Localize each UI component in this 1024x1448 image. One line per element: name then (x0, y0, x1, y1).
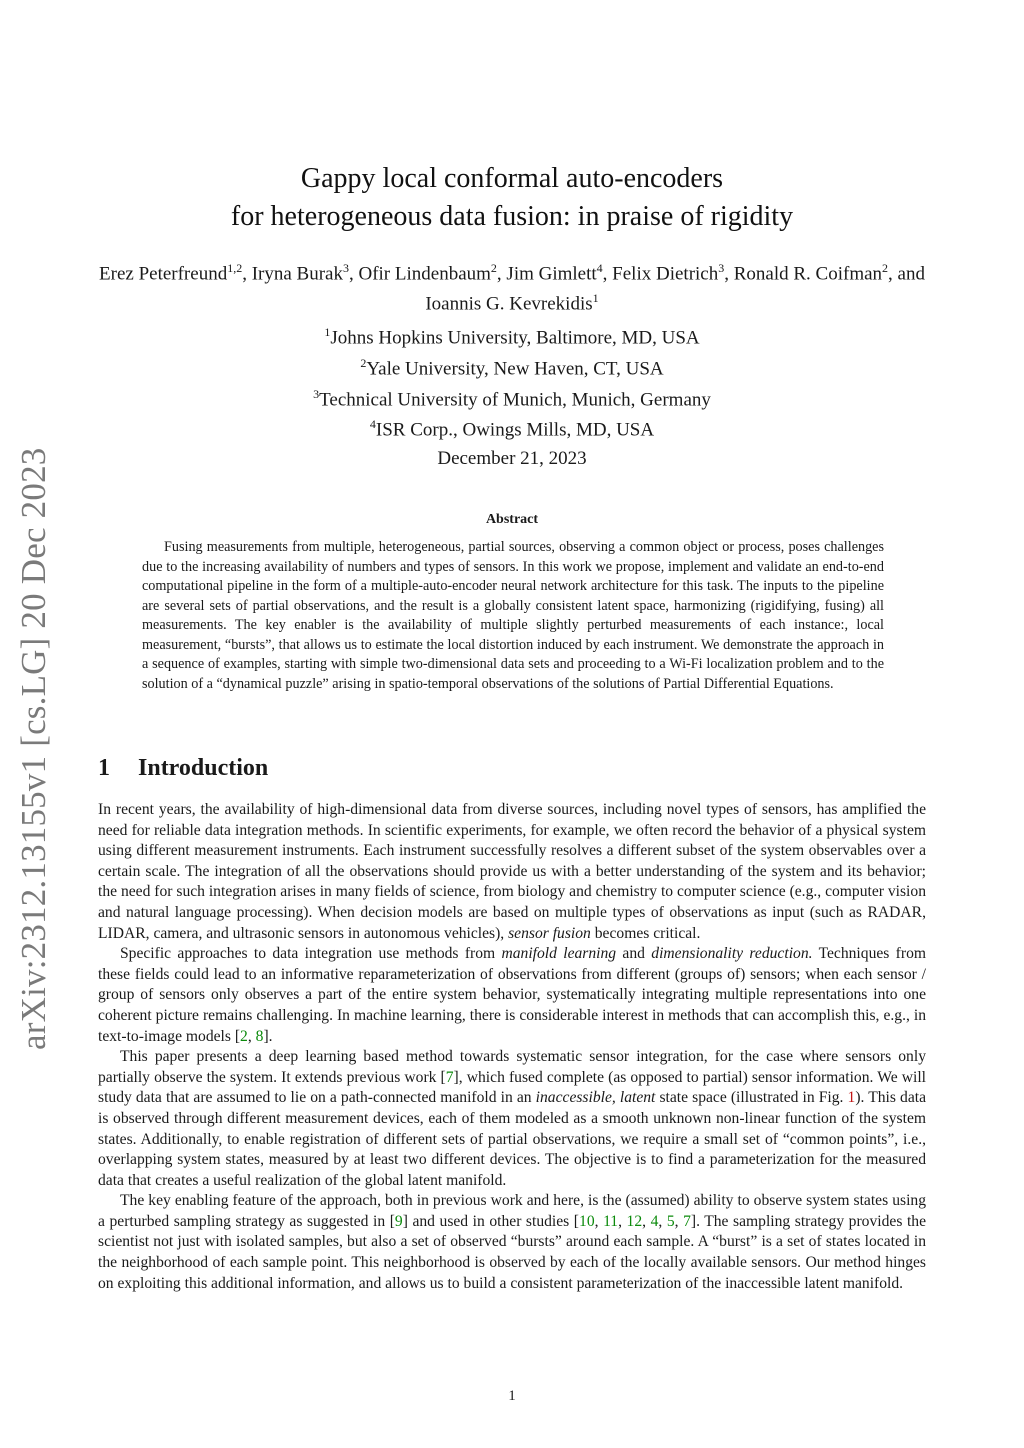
author-affiliation-mark: 2 (490, 261, 497, 275)
affiliation-mark: 1 (324, 325, 331, 339)
title-line-2: for heterogeneous data fusion: in praise of rigidity (230, 201, 794, 232)
publication-date: December 21, 2023 (437, 448, 587, 469)
author-list: Erez Peterfreund$^{1,2}$, Iryna Burak$^3$, Ofir Lindenbaum$^2$, Jim Gimlett$^4$, Felix Dietrich$^3$, Ronald R. Coifman$^2$, and Ioannis G. Kevrekidis$^1$ (99, 261, 925, 315)
body-paragraph: In recent years, the availability of high-dimensional data from diverse sources, including novel types of sensors, has amplified the need for reliable data integration methods. In scientific experiments, for example, we often record the behavior of a physical system using different measurement instruments. Each instrument successfully resolves a different subset of the system observables over a certain scale. The integration of all the observations should provide us with a better understanding of the system and its behavior; the need for such integration arises in many fields of science, from biology and chemistry to computer science (e.g., computer vision and natural language processing). When decision models are based on multiple types of observations as input (such as RADAR, LIDAR, camera, and ultrasonic sensors in autonomous vehicles), sensor fusion becomes critical. (98, 801, 926, 942)
author-affiliation-mark: 3 (342, 261, 349, 275)
emphasis: manifold learning (501, 945, 617, 963)
citation-link[interactable]: 11 (603, 1212, 619, 1230)
affiliation (100, 320, 924, 351)
citation-link[interactable]: 10 (579, 1212, 595, 1230)
emphasis: sensor fusion (508, 924, 591, 942)
author-name: Erez Peterfreund (99, 263, 228, 285)
author-name: Felix Dietrich (612, 263, 719, 285)
citation-link[interactable]: 4 (650, 1212, 659, 1230)
citation-link[interactable]: 8 (255, 1027, 264, 1045)
introduction-body (98, 800, 926, 1294)
abstract-text: Fusing measurements from multiple, heterogeneous, partial sources, observing a common object or process, poses challenges due to the increasing availability of numbers and types of sensors. In this work we propose, implement and validate an end-to-end computational pipeline in the form of a multiple-auto-encoder neural network architecture for this task. The inputs to the pipeline are several sets of partial observations, and the result is a globally consistent latent space, harmonizing (rigidifying, fusing) all measurements. The key enabler is the availability of multiple slightly perturbed measurements of each instance:, local measurement, “bursts”, that allows us to estimate the local distortion induced by each instrument. We demonstrate the approach in a sequence of examples, starting with simple two-dimensional data sets and proceeding to a Wi-Fi localization problem and to the solution of a “dynamical puzzle” arising in spatio-temporal observations of the solutions of Partial Differential Equations. (142, 539, 884, 692)
author-affiliation-mark: 2 (882, 261, 889, 275)
affiliation-text: Johns Hopkins University, Baltimore, MD, USA (330, 327, 700, 349)
citation-link[interactable]: 7 (445, 1068, 454, 1086)
affiliation-text: ISR Corp., Owings Mills, MD, USA (375, 419, 655, 441)
affiliation-mark: 2 (360, 355, 367, 370)
citation-link[interactable]: 9 (394, 1212, 403, 1230)
author-affiliation-mark: 3 (718, 261, 725, 275)
section-number: 1 (98, 755, 110, 781)
author-name: Jim Gimlett (506, 263, 597, 285)
section-title: Introduction (138, 755, 269, 781)
affiliation-mark: 3 (313, 386, 320, 401)
author-name: Ioannis G. Kevrekidis (425, 293, 593, 315)
figure-reference-link[interactable]: 1 (847, 1089, 856, 1107)
body-paragraph: This paper presents a deep learning based method towards systematic sensor integration, for the case where sensors only partially observe the system. It extends previous work [7], which fused complete (as opposed to partial) sensor information. We will study data that are assumed to lie on a path-connected manifold in an inaccessible, latent state space (illustrated in Fig. 1). This data is observed through different measurement devices, each of them modeled as a smooth unknown non-linear function of the system states. Additionally, to enable registration of different sets of partial observations, we require a small set of “common points”, i.e., overlapping system states, measured by at least two different devices. The objective is to find a parameterization for the measured data that creates a useful realization of the global latent manifold. (98, 1048, 926, 1189)
abstract-heading: Abstract (485, 512, 539, 527)
author-name: Ronald R. Coifman (733, 263, 883, 285)
section-heading (98, 755, 268, 782)
affiliation-text: Yale University, New Haven, CT, USA (366, 358, 664, 380)
body-paragraph: The key enabling feature of the approach, both in previous work and here, is the (assumed) ability to observe system states using a perturbed sampling strategy as suggested in [9] and used in other studies [10, 11, 12, 4, 5, 7]. The sampling strategy provides the scientist not just with isolated samples, but also a set of observed “bursts” around each sample. A “burst” is a set of states located in the neighborhood of each sample point. This neighborhood is observed by each of the locally available sensors. Our method hinges on exploiting this additional information, and allows us to build a consistent parameterization of the inaccessible latent manifold. (98, 1192, 926, 1292)
affiliation-text: Technical University of Munich, Munich, Germany (319, 388, 711, 410)
title-line-1: Gappy local conformal auto-encoders (300, 163, 724, 194)
page-number: 1 (508, 1388, 516, 1404)
affiliation (100, 382, 924, 413)
author-name: Ofir Lindenbaum (358, 263, 491, 285)
citation-link[interactable]: 5 (666, 1212, 675, 1230)
citation-link[interactable]: 7 (683, 1212, 691, 1230)
affiliation (100, 351, 924, 382)
affiliation-mark: 4 (369, 417, 376, 432)
author-affiliation-mark: 1 (592, 291, 599, 306)
emphasis: inaccessible, latent (535, 1089, 656, 1107)
body-paragraph: Specific approaches to data integration use methods from manifold learning and dimensionality reduction. Techniques from these fields could lead to an informative reparameterization of observations from different (groups of) sensors; when each sensor / group of sensors only observes a part of the entire system behavior, systematically integrating multiple representations into one coherent picture remains challenging. In machine learning, there is considerable interest in methods that can accomplish this, e.g., in text-to-image models [2, 8]. (98, 945, 926, 1045)
arxiv-identifier: arXiv:2312.13155v1 [cs.LG] 20 Dec 2023 (14, 447, 53, 1050)
author-affiliation-mark: 4 (596, 261, 603, 275)
citation-link[interactable]: 2 (240, 1027, 248, 1045)
author-affiliation-mark: 1,2 (227, 261, 243, 275)
author-name: Iryna Burak (251, 263, 343, 285)
affiliation-list (100, 320, 924, 443)
citation-link[interactable]: 12 (626, 1212, 643, 1230)
emphasis: dimensionality reduction. (651, 945, 813, 963)
affiliation (100, 412, 924, 443)
paper-title (100, 160, 924, 236)
